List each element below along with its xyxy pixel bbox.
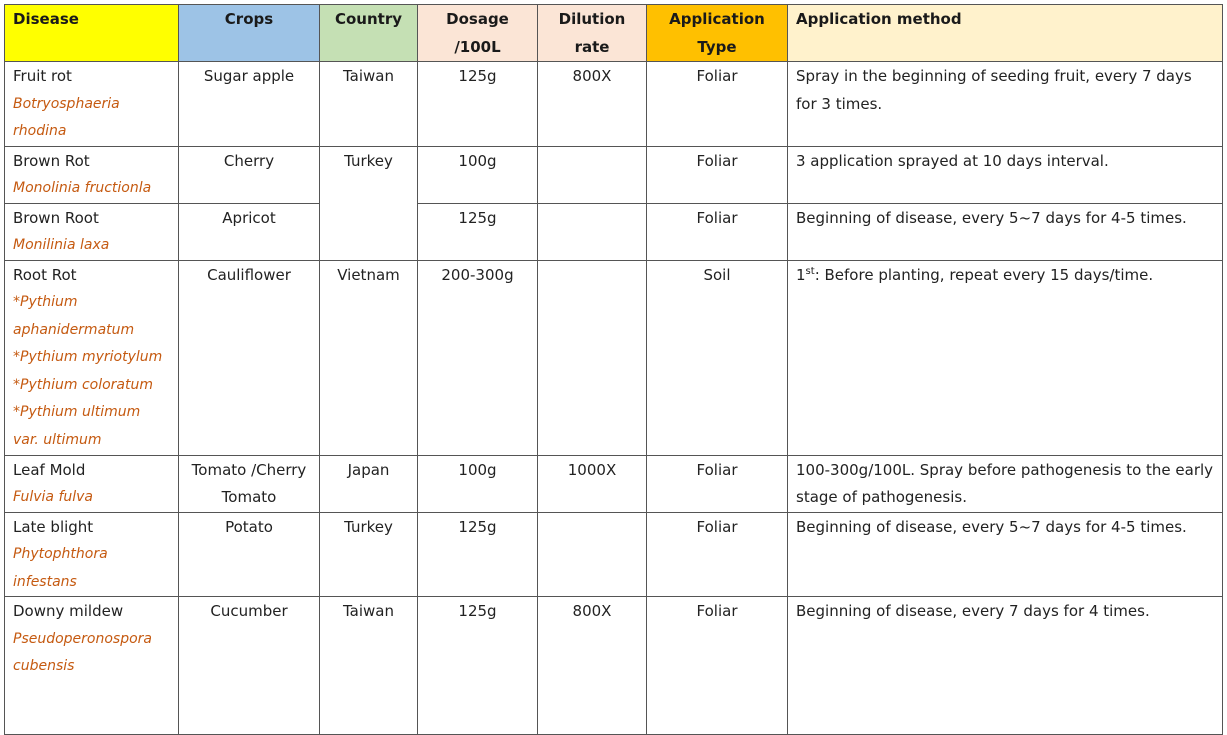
pathogen-name: *Pythium myriotylum: [13, 349, 163, 365]
disease-cell: [5, 260, 179, 455]
application-method-cell: Spray in the beginning of seeding fruit, every 7 days for 3 times.: [788, 62, 1223, 147]
crop-cell: Cauliflower: [179, 260, 320, 455]
pathogen-name: Fulvia fulva: [13, 489, 94, 505]
application-method-cell: Beginning of disease, every 5~7 days for 4-5 times.: [788, 512, 1223, 597]
pathogen-name: *Pythium aphanidermatum: [13, 294, 135, 338]
crop-cell: Apricot: [179, 203, 320, 260]
application-method-cell: 3 application sprayed at 10 days interval.: [788, 146, 1223, 203]
crop-cell: Cherry: [179, 146, 320, 203]
application-type-cell: Foliar: [647, 62, 788, 147]
disease-name: Late blight: [13, 517, 94, 536]
dilution-cell: 800X: [538, 62, 647, 147]
pathogen-name: Phytophthora infestans: [13, 546, 108, 590]
disease-name: Brown Rot: [13, 151, 90, 170]
table-row: [5, 146, 1223, 203]
disease-cell: [5, 203, 179, 260]
table-row: [5, 260, 1223, 455]
application-method-cell: Beginning of disease, every 5~7 days for 4-5 times.: [788, 203, 1223, 260]
country-cell: Japan: [320, 455, 418, 512]
header-application-type: Application Type: [647, 5, 788, 62]
country-cell: Taiwan: [320, 62, 418, 147]
application-type-cell: Foliar: [647, 146, 788, 203]
header-application-method: Application method: [788, 5, 1223, 62]
disease-name: Root Rot: [13, 265, 77, 284]
application-method-cell: [788, 260, 1223, 455]
disease-name: Leaf Mold: [13, 460, 86, 479]
header-crops: Crops: [179, 5, 320, 62]
dilution-cell: 1000X: [538, 455, 647, 512]
method-ordinal-suffix: st: [805, 265, 815, 277]
disease-cell: [5, 512, 179, 597]
country-cell: Vietnam: [320, 260, 418, 455]
table-row: [5, 512, 1223, 597]
disease-cell: [5, 455, 179, 512]
dosage-cell: 200-300g: [418, 260, 538, 455]
application-type-cell: Soil: [647, 260, 788, 455]
dosage-table: [4, 4, 1223, 735]
application-method-cell: 100-300g/100L. Spray before pathogenesis to the early stage of pathogenesis.: [788, 455, 1223, 512]
header-dosage: Dosage /100L: [418, 5, 538, 62]
table-header-row: [5, 5, 1223, 62]
pathogen-name: *Pythium coloratum: [13, 376, 153, 393]
disease-name: Brown Root: [13, 208, 99, 227]
country-cell: Turkey: [320, 146, 418, 260]
crop-cell: Potato: [179, 512, 320, 597]
application-type-cell: Foliar: [647, 597, 788, 735]
crop-cell: Tomato /Cherry Tomato: [179, 455, 320, 512]
country-cell: Taiwan: [320, 597, 418, 735]
disease-name: Downy mildew: [13, 602, 124, 620]
dilution-cell: [538, 260, 647, 455]
pathogen-name: Monilinia laxa: [13, 237, 110, 253]
dilution-cell: 800X: [538, 597, 647, 735]
header-country: Country: [320, 5, 418, 62]
dosage-cell: 125g: [418, 203, 538, 260]
disease-cell: [5, 62, 179, 147]
dosage-cell: 100g: [418, 146, 538, 203]
dilution-cell: [538, 146, 647, 203]
table-row: [5, 597, 1223, 735]
crop-cell: Sugar apple: [179, 62, 320, 147]
dosage-cell: 125g: [418, 62, 538, 147]
table-row: [5, 62, 1223, 147]
application-type-cell: Foliar: [647, 203, 788, 260]
table-row: [5, 455, 1223, 512]
method-text: : Before planting, repeat every 15 days/time.: [814, 265, 1154, 284]
disease-name: Fruit rot: [13, 67, 72, 85]
application-type-cell: Foliar: [647, 512, 788, 597]
disease-cell: [5, 146, 179, 203]
pathogen-name: *Pythium ultimum var. ultimum: [13, 404, 141, 448]
pathogen-name: Botryosphaeria rhodina: [13, 95, 120, 139]
application-type-cell: Foliar: [647, 455, 788, 512]
dosage-cell: 125g: [418, 597, 538, 735]
pathogen-name: Monolinia fructionla: [13, 180, 152, 196]
dosage-cell: 100g: [418, 455, 538, 512]
country-cell: Turkey: [320, 512, 418, 597]
crop-cell: Cucumber: [179, 597, 320, 735]
dilution-cell: [538, 512, 647, 597]
dilution-cell: [538, 203, 647, 260]
disease-cell: [5, 597, 179, 735]
method-ordinal: 1: [796, 265, 806, 284]
application-method-cell: Beginning of disease, every 7 days for 4 times.: [788, 597, 1223, 735]
dosage-cell: 125g: [418, 512, 538, 597]
table-row: [5, 203, 1223, 260]
header-disease: Disease: [5, 5, 179, 62]
header-dilution-rate: Dilution rate: [538, 5, 647, 62]
pathogen-name: Pseudoperonospora cubensis: [13, 630, 153, 674]
